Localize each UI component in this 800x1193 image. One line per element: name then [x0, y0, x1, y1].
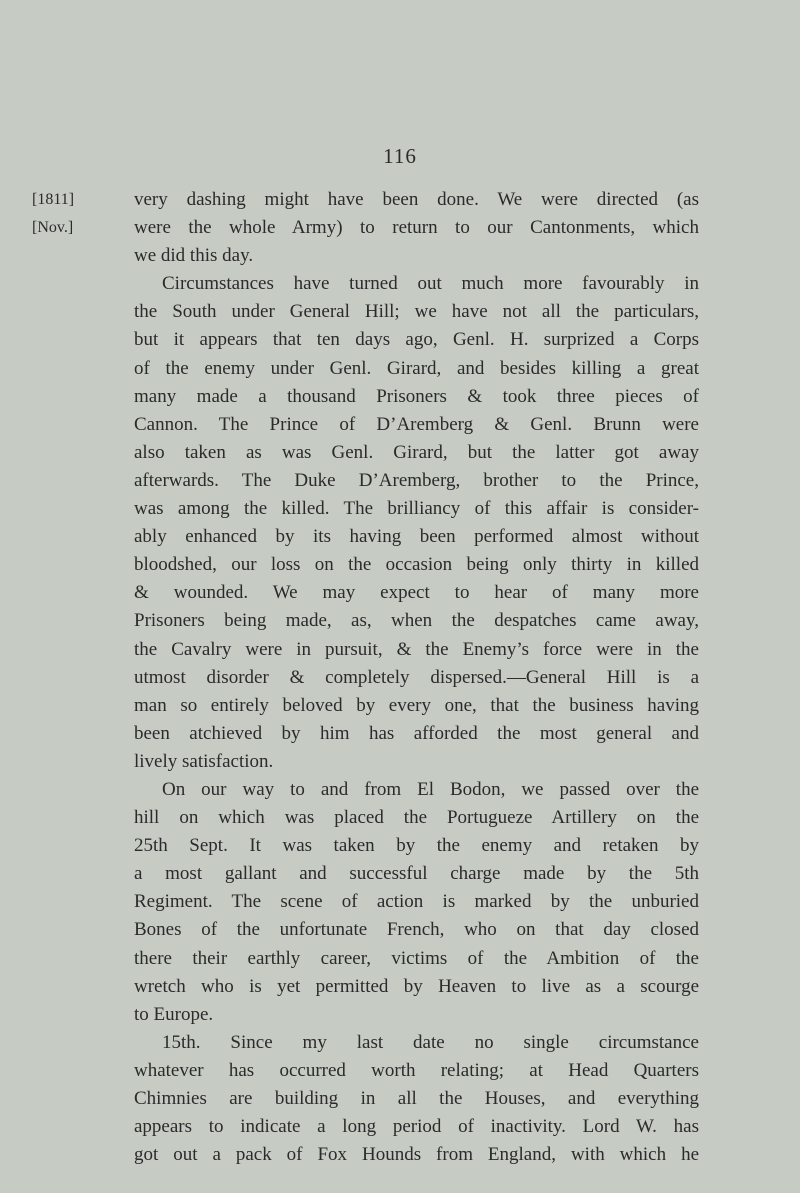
text-line: of the enemy under Genl. Girard, and besides killing a great — [134, 357, 699, 379]
margin-month-note: [Nov.] — [32, 219, 74, 236]
text-line: been atchieved by him has afforded the most general and — [134, 722, 699, 744]
text-line: ably enhanced by its having been performed almost without — [134, 526, 699, 548]
text-line: were the whole Army) to return to our Cantonments, which — [134, 217, 699, 239]
text-line: man so entirely beloved by every one, that the business having — [134, 694, 699, 716]
text-line: Cannon. The Prince of D’Aremberg & Genl. Brunn were — [134, 413, 699, 435]
text-line: 25th Sept. It was taken by the enemy and retaken by — [134, 835, 699, 857]
text-line: we did this day. — [134, 245, 254, 267]
paragraph-1 — [134, 186, 699, 270]
text-line: got out a pack of Fox Hounds from England, with which he — [134, 1144, 699, 1166]
text-line: lively satisfaction. — [134, 750, 274, 772]
text-line: afterwards. The Duke D’Aremberg, brother to the Prince, — [134, 469, 699, 491]
text-line: but it appears that ten days ago, Genl. H. surprized a Corps — [134, 329, 699, 351]
paragraph-2 — [134, 270, 699, 776]
text-line: 15th. Since my last date no single circumstance — [162, 1031, 699, 1053]
text-line: & wounded. We may expect to hear of many more — [134, 582, 699, 604]
text-line: utmost disorder & completely dispersed.—General Hill is a — [134, 666, 699, 688]
text-line: hill on which was placed the Portugueze Artillery on the — [134, 807, 699, 829]
margin-year-note: [1811] — [32, 191, 75, 208]
text-line: Prisoners being made, as, when the despatches came away, — [134, 610, 699, 632]
text-line: wretch who is yet permitted by Heaven to live as a scourge — [134, 975, 699, 997]
text-line: the South under General Hill; we have not all the particulars, — [134, 301, 699, 323]
text-line: to Europe. — [134, 1003, 214, 1025]
body-text — [134, 186, 699, 1169]
text-line: the Cavalry were in pursuit, & the Enemy’s force were in the — [134, 638, 699, 660]
text-line: Chimnies are building in all the Houses, and everything — [134, 1088, 699, 1109]
paragraph-3 — [134, 776, 699, 1029]
text-line: bloodshed, our loss on the occasion being only thirty in killed — [134, 554, 699, 576]
text-line: Bones of the unfortunate French, who on that day closed — [134, 919, 699, 941]
text-line: also taken as was Genl. Girard, but the latter got away — [134, 441, 699, 463]
text-line: many made a thousand Prisoners & took three pieces of — [134, 385, 699, 407]
text-line: there their earthly career, victims of the Ambition of the — [134, 947, 699, 969]
text-line: On our way to and from El Bodon, we passed over the — [162, 778, 699, 800]
text-line: very dashing might have been done. We were directed (as — [134, 189, 699, 210]
paragraph-4 — [134, 1029, 699, 1169]
text-line: whatever has occurred worth relating; at Head Quarters — [134, 1059, 699, 1081]
text-line: appears to indicate a long period of inactivity. Lord W. has — [134, 1116, 699, 1138]
text-line: was among the killed. The brilliancy of this affair is consider- — [134, 498, 699, 520]
page-number: 116 — [383, 144, 417, 168]
text-line: Regiment. The scene of action is marked by the unburied — [134, 891, 699, 913]
text-line: a most gallant and successful charge made by the 5th — [134, 863, 699, 885]
text-line: Circumstances have turned out much more favourably in — [162, 273, 699, 295]
